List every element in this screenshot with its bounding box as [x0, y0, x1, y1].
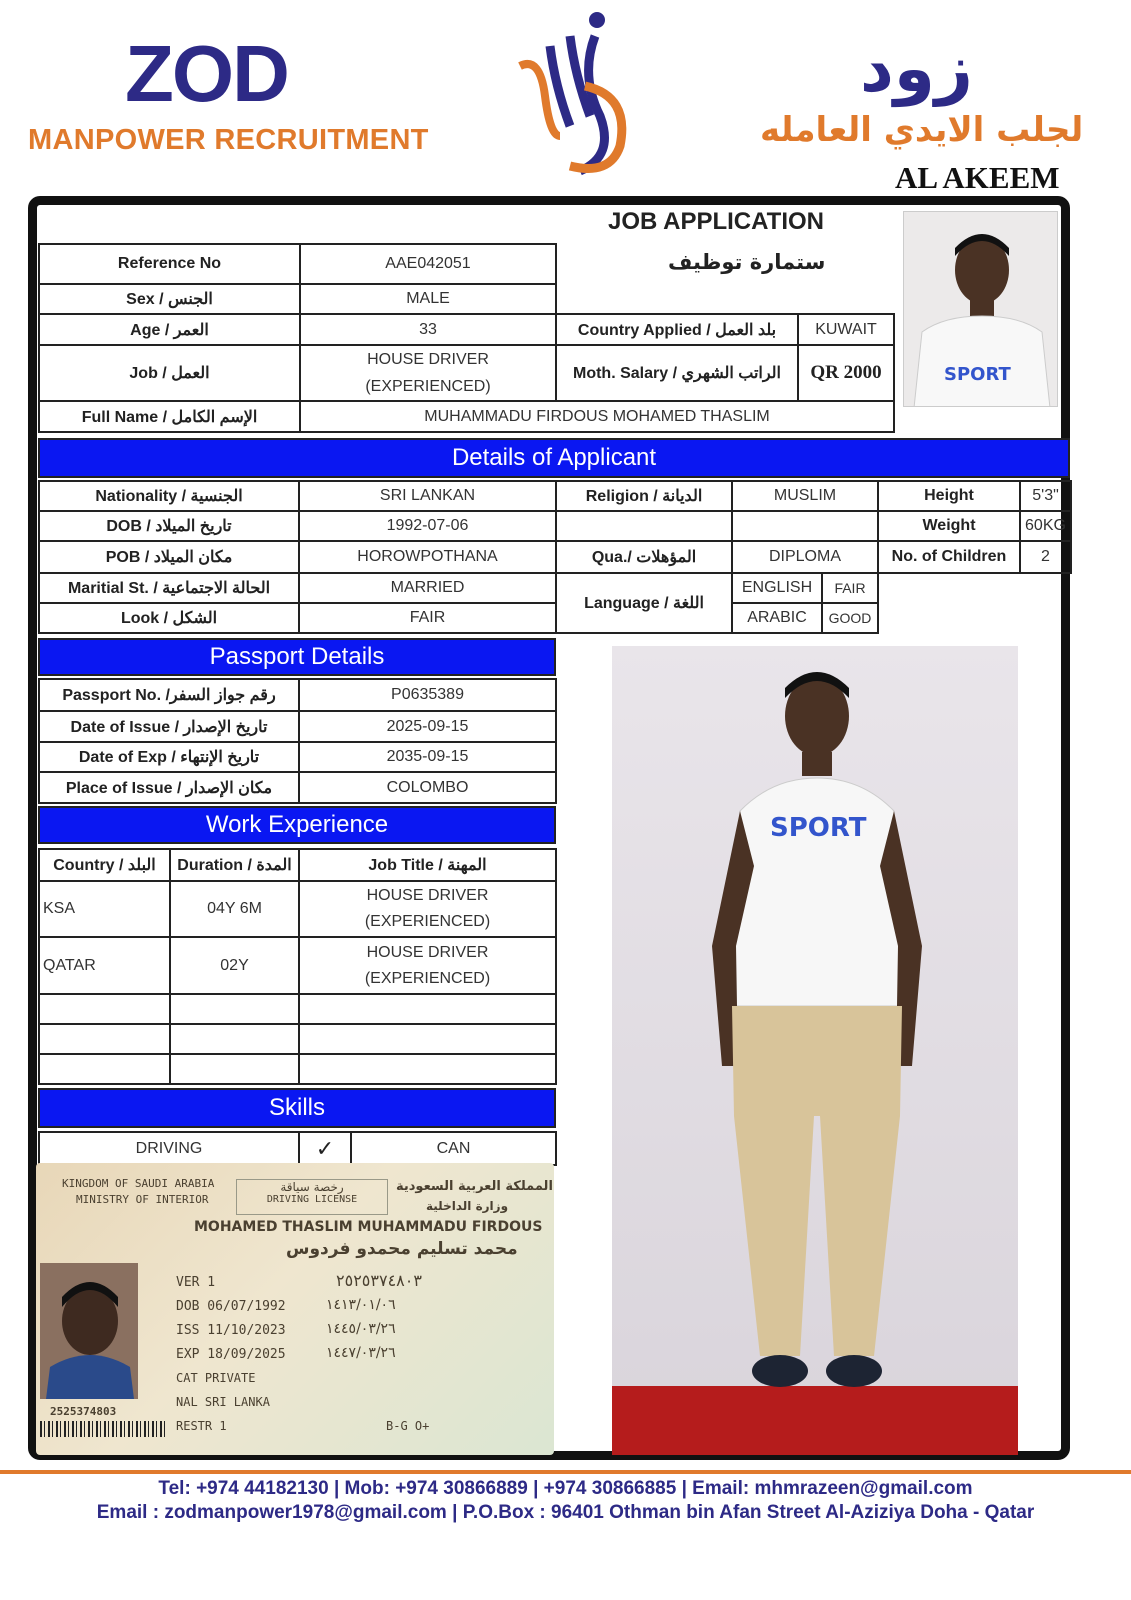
license-id-ar: ٢٥٢٥٣٧٤٨٠٣: [336, 1271, 422, 1290]
work-row-duration: 04Y 6M: [170, 881, 299, 937]
license-name-en: MOHAMED THASLIM MUHAMMADU FIRDOUS: [194, 1219, 543, 1235]
license-name-ar: محمد تسليم محمدو فردوس: [286, 1239, 518, 1259]
passport-issue-label: Date of Issue / تاريخ الإصدار: [39, 711, 299, 742]
form-title-arabic: ستمارة توظيف: [668, 250, 826, 274]
brand-arabic-title: زود: [860, 30, 973, 107]
license-ministry-en: MINISTRY OF INTERIOR: [76, 1193, 209, 1206]
full-name-value: MUHAMMADU FIRDOUS MOHAMED THASLIM: [300, 401, 894, 432]
check-icon: ✓: [299, 1132, 351, 1165]
passport-heading: Passport Details: [38, 638, 556, 676]
license-dob-ar: ١٤١٣/٠١/٠٦: [326, 1297, 396, 1313]
basic-info-table: [38, 243, 557, 315]
passport-number-value: P0635389: [299, 679, 556, 711]
table-row: [39, 1024, 556, 1054]
country-applied-label: Country Applied / بلد العمل: [556, 314, 798, 345]
work-col-country: Country / البلد: [39, 849, 170, 881]
brand-arabic-subtitle: لجلب الايدي العامله: [760, 110, 1084, 150]
age-value: 33: [300, 314, 556, 345]
table-row: [39, 881, 556, 937]
license-country-en: KINGDOM OF SAUDI ARABIA: [62, 1177, 215, 1190]
svg-text:SPORT: SPORT: [770, 813, 867, 843]
nationality-value: SRI LANKAN: [299, 481, 556, 511]
weight-label: Weight: [878, 511, 1020, 541]
dob-value: 1992-07-06: [299, 511, 556, 541]
language-2: ARABIC: [732, 603, 822, 633]
marital-value: MARRIED: [299, 573, 556, 603]
table-row: [39, 1054, 556, 1084]
person-portrait-icon: [40, 1263, 138, 1399]
full-name-label: Full Name / الإسم الكامل: [39, 401, 300, 432]
brand-logo-text: ZOD: [125, 29, 288, 118]
job-value: HOUSE DRIVER (EXPERIENCED): [300, 345, 556, 401]
skill-status: CAN: [351, 1132, 556, 1165]
skills-table: [38, 1131, 557, 1166]
barcode-icon: [40, 1421, 166, 1437]
footer-contact-line2: Email : zodmanpower1978@gmail.com | P.O.Box : 96401 Othman bin Afan Street Al-Aziziya Doha - Qatar: [96, 1502, 1035, 1523]
brand-al-akeem: AL AKEEM: [895, 160, 1060, 195]
work-heading: Work Experience: [38, 806, 556, 844]
salary-value: QR 2000: [798, 345, 894, 401]
work-row-duration: 02Y: [170, 937, 299, 994]
language-1-level: FAIR: [822, 573, 878, 603]
children-value: 2: [1020, 541, 1071, 573]
person-portrait-icon: [904, 212, 1058, 407]
license-blood: B-G O+: [386, 1419, 430, 1433]
license-iss-ar: ١٤٤٥/٠٣/٢٦: [326, 1321, 396, 1337]
license-iss: ISS 11/10/2023: [176, 1323, 286, 1338]
passport-issue-value: 2025-09-15: [299, 711, 556, 742]
license-restr: RESTR 1: [176, 1419, 227, 1433]
license-country-ar: المملكة العربية السعودية: [396, 1179, 553, 1194]
footer-divider: [0, 1470, 1131, 1474]
work-row-job: HOUSE DRIVER (EXPERIENCED): [299, 937, 556, 994]
license-nal: NAL SRI LANKA: [176, 1395, 270, 1409]
country-applied-value: KUWAIT: [798, 314, 894, 345]
license-cat: CAT PRIVATE: [176, 1371, 256, 1385]
language-label: Language / اللغة: [556, 573, 732, 633]
look-label: Look / الشكل: [39, 603, 299, 633]
license-number: 2525374803: [50, 1405, 117, 1418]
language-1: ENGLISH: [732, 573, 822, 603]
passport-place-value: COLOMBO: [299, 772, 556, 803]
passport-number-label: Passport No. /رقم جواز السفر: [39, 679, 299, 711]
job-info-table: [38, 313, 895, 433]
details-heading: Details of Applicant: [38, 438, 1070, 478]
qualification-label: Qua./ المؤهلات: [556, 541, 732, 573]
work-row-country: QATAR: [39, 937, 170, 994]
license-ver: VER 1: [176, 1275, 216, 1290]
religion-value: MUSLIM: [732, 481, 878, 511]
religion-label: Religion / الديانة: [556, 481, 732, 511]
applicant-headshot: [903, 211, 1058, 407]
language-2-level: GOOD: [822, 603, 878, 633]
look-value: FAIR: [299, 603, 556, 633]
skill-name: DRIVING: [39, 1132, 299, 1165]
brand-logo-icon: [500, 6, 640, 176]
table-row: [39, 937, 556, 994]
brand-subtitle: MANPOWER RECRUITMENT: [28, 124, 429, 156]
work-row-job: HOUSE DRIVER (EXPERIENCED): [299, 881, 556, 937]
sex-label: Sex / الجنس: [39, 284, 300, 314]
weight-value: 60KG: [1020, 511, 1071, 541]
sex-value: MALE: [300, 284, 556, 314]
passport-exp-label: Date of Exp / تاريخ الإنتهاء: [39, 742, 299, 772]
work-col-job: Job Title / المهنة: [299, 849, 556, 881]
license-type-ar: رخصة سياقة: [280, 1180, 344, 1194]
reference-label: Reference No: [39, 244, 300, 284]
license-type-box: [236, 1179, 388, 1215]
footer-contact-line1: Tel: +974 44182130 | Mob: +974 30866889 | +974 30866885 | Email: mhmrazeen@gmail.com: [158, 1478, 973, 1499]
job-label: Job / العمل: [39, 345, 300, 401]
license-ministry-ar: وزارة الداخلية: [426, 1199, 509, 1213]
license-photo: [40, 1263, 138, 1399]
work-row-country: KSA: [39, 881, 170, 937]
applicant-full-photo: [612, 646, 1018, 1455]
svg-text:SPORT: SPORT: [944, 364, 1011, 385]
driving-license-image: [36, 1163, 554, 1455]
height-value: 5'3": [1020, 481, 1071, 511]
license-type-en: DRIVING LICENSE: [266, 1194, 358, 1205]
license-exp-ar: ١٤٤٧/٠٣/٢٦: [326, 1345, 396, 1361]
license-exp: EXP 18/09/2025: [176, 1347, 286, 1362]
nationality-label: Nationality / الجنسية: [39, 481, 299, 511]
marital-label: Maritial St. / الحالة الاجتماعية: [39, 573, 299, 603]
children-label: No. of Children: [878, 541, 1020, 573]
work-table: [38, 848, 557, 1085]
salary-label: Moth. Salary / الراتب الشهري: [556, 345, 798, 401]
skills-heading: Skills: [38, 1088, 556, 1128]
license-dob: DOB 06/07/1992: [176, 1299, 286, 1314]
pob-value: HOROWPOTHANA: [299, 541, 556, 573]
qualification-value: DIPLOMA: [732, 541, 878, 573]
height-label: Height: [878, 481, 1020, 511]
pob-label: POB / مكان الميلاد: [39, 541, 299, 573]
passport-exp-value: 2035-09-15: [299, 742, 556, 772]
passport-place-label: Place of Issue / مكان الإصدار: [39, 772, 299, 803]
work-col-duration: Duration / المدة: [170, 849, 299, 881]
table-row: [39, 994, 556, 1024]
details-table: [38, 480, 1072, 634]
dob-label: DOB / تاريخ الميلاد: [39, 511, 299, 541]
person-full-body-icon: [612, 646, 1018, 1455]
age-label: Age / العمر: [39, 314, 300, 345]
passport-table: [38, 678, 557, 804]
reference-value: AAE042051: [300, 244, 556, 284]
form-title: JOB APPLICATION: [608, 208, 825, 235]
